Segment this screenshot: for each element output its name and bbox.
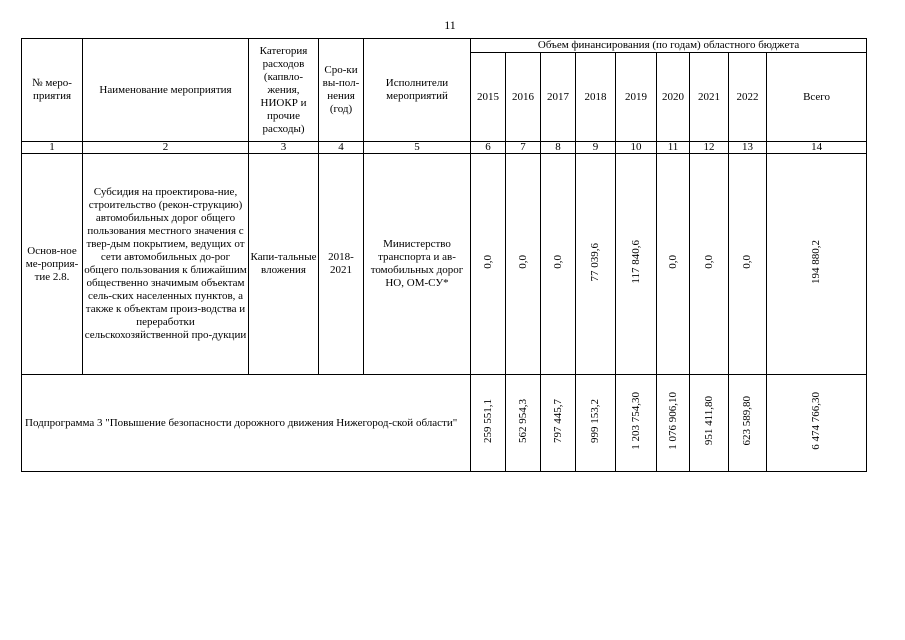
executor: Министерство транспорта и ав-томобильных дорог НО, ОМ-СУ* <box>364 154 471 375</box>
column-number: 3 <box>249 142 319 154</box>
subprogram-value-total: 6 474 766,30 <box>810 392 823 450</box>
column-number: 9 <box>576 142 616 154</box>
header-executor: Исполнители мероприятий <box>364 39 471 142</box>
value-2020: 0,0 <box>666 255 679 269</box>
value-total: 194 880,2 <box>810 240 823 284</box>
subprogram-value-2020: 1 076 906,10 <box>666 392 679 450</box>
value-2022: 0,0 <box>741 255 753 269</box>
header-funding-group: Объем финансирования (по годам) областного бюджета <box>471 39 867 53</box>
column-number: 13 <box>729 142 767 154</box>
value-2021: 0,0 <box>702 255 715 269</box>
header-year: 2017 <box>541 53 576 142</box>
value-2016: 0,0 <box>516 255 529 269</box>
column-number: 11 <box>657 142 690 154</box>
subprogram-value-2021: 951 411,80 <box>702 396 715 446</box>
subprogram-value-2018: 999 153,2 <box>589 399 601 443</box>
column-number: 14 <box>767 142 867 154</box>
header-name: Наименование мероприятия <box>83 39 249 142</box>
funding-table <box>21 38 867 472</box>
column-number: 1 <box>22 142 83 154</box>
column-number: 2 <box>83 142 249 154</box>
column-number: 8 <box>541 142 576 154</box>
header-year: 2019 <box>616 53 657 142</box>
header-year: 2021 <box>690 53 729 142</box>
value-2018: 77 039,6 <box>589 242 601 282</box>
header-year: 2015 <box>471 53 506 142</box>
subprogram-value-2022: 623 589,80 <box>741 396 753 446</box>
header-term: Сро-ки вы-пол-нения (год) <box>319 39 364 142</box>
subprogram-value-2016: 562 954,3 <box>516 399 529 443</box>
subprogram-row <box>22 375 867 472</box>
header-year: 2018 <box>576 53 616 142</box>
term: 2018-2021 <box>319 154 364 375</box>
subprogram-value-2015: 259 551,1 <box>481 399 494 443</box>
value-2017: 0,0 <box>551 255 564 269</box>
value-2019: 117 840,6 <box>629 240 642 284</box>
header-num: № меро-приятия <box>22 39 83 142</box>
column-number: 4 <box>319 142 364 154</box>
column-number: 12 <box>690 142 729 154</box>
column-number: 5 <box>364 142 471 154</box>
header-category: Категория расходов (капвло-жения, НИОКР и прочие расходы) <box>249 39 319 142</box>
header-total: Всего <box>767 53 867 142</box>
page-number: 11 <box>444 18 456 32</box>
column-number: 10 <box>616 142 657 154</box>
subprogram-value-2019: 1 203 754,30 <box>629 392 642 450</box>
column-number: 7 <box>506 142 541 154</box>
header-year: 2022 <box>729 53 767 142</box>
header-year: 2016 <box>506 53 541 142</box>
activity-name: Субсидия на проектирова-ние, строительство (рекон-струкцию) автомобильных дорог общего пользования местного значения с твер-дым покрытием, ведущих от сети автомобильных до-рог общего пользования к ближайшим общественно значимым объектам сель-ских населенных пунктов, а также к объектам произ-водства и переработки сельскохозяйственной про-дукции <box>83 154 249 375</box>
column-number: 6 <box>471 142 506 154</box>
table-row <box>22 154 867 375</box>
header-year: 2020 <box>657 53 690 142</box>
subprogram-label: Подпрограмма 3 "Повышение безопасности дорожного движения Нижегород-ской области" <box>22 375 471 472</box>
expense-category: Капи-тальные вложения <box>249 154 319 375</box>
subprogram-value-2017: 797 445,7 <box>551 399 564 443</box>
activity-number: Основ-ное ме-роприя-тие 2.8. <box>22 154 83 375</box>
value-2015: 0,0 <box>481 255 494 269</box>
